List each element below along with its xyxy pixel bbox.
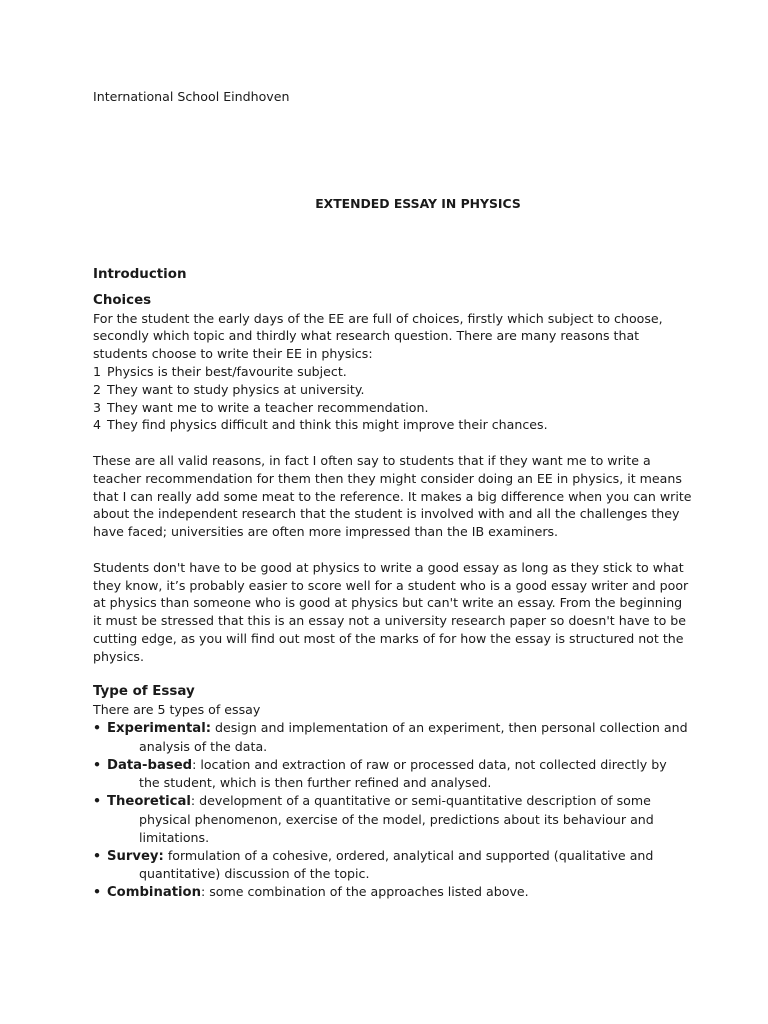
type-desc-cont: the student, which is then further refined and analysed. <box>139 775 492 791</box>
type-desc-cont: quantitative) discussion of the topic. <box>139 866 370 882</box>
introduction-heading: Introduction <box>93 267 187 282</box>
document-body <box>93 266 693 902</box>
type-term: Combination <box>107 885 201 901</box>
bullet-icon: • <box>93 847 102 863</box>
bullet-icon: • <box>93 793 102 809</box>
valid-reasons-paragraph: These are all valid reasons, in fact I often say to students that if they want me to write a teacher recommendation for them then they might consider doing an EE in physics, it means that I can really add some meat to the reference. It makes a big difference when you can write about the independent research that the student is involved with and all the challenges they have faced; universities are often more impressed than the IB examiners. <box>93 452 692 540</box>
list-item <box>93 883 693 902</box>
choices-heading: Choices <box>93 292 152 308</box>
type-term: Theoretical <box>107 794 191 810</box>
type-desc: design and implementation of an experiment, then personal collection and <box>211 719 688 735</box>
type-desc: : some combination of the approaches listed above. <box>201 884 529 900</box>
list-text: Physics is their best/favourite subject. <box>107 363 347 379</box>
type-desc: : development of a quantitative or semi-quantitative description of some <box>190 793 651 809</box>
type-term: Data-based <box>107 757 193 773</box>
list-item <box>93 756 693 793</box>
type-term: Survey: <box>107 848 164 864</box>
choices-paragraph: For the student the early days of the EE are full of choices, firstly which subject to choose, secondly which topic and thirdly what research question. There are many reasons that students choose to write their EE in physics: <box>93 310 663 362</box>
list-item <box>93 381 693 399</box>
list-item <box>93 847 693 884</box>
school-name: International School Eindhoven <box>93 89 290 104</box>
essay-types-list <box>93 719 693 902</box>
essay-skill-paragraph: Students don't have to be good at physics to write a good essay as long as they stick to what they know, it’s probably easier to score well for a student who is a good essay writer and poor at physics than someone who is good at physics but can't write an essay. From the beginning it must be stressed that this is an essay not a university research paper so doesn't have to be cutting edge, as you will find out most of the marks of for how the essay is structured not the physics. <box>93 559 689 664</box>
list-text: They want to study physics at university. <box>107 381 365 397</box>
list-item <box>93 719 693 756</box>
type-desc-cont: physical phenomenon, exercise of the model, predictions about its behaviour and limitations. <box>139 811 654 845</box>
list-item <box>93 792 693 846</box>
list-number: 1 <box>93 363 102 379</box>
reasons-list <box>93 363 693 434</box>
type-desc: : location and extraction of raw or processed data, not collected directly by <box>192 756 667 772</box>
type-of-essay-heading: Type of Essay <box>93 684 195 700</box>
type-term: Experimental: <box>107 720 211 736</box>
list-number: 3 <box>93 399 102 415</box>
essay-title: EXTENDED ESSAY IN PHYSICS <box>315 196 521 211</box>
list-number: 4 <box>93 417 102 433</box>
list-number: 2 <box>93 381 102 397</box>
types-lead: There are 5 types of essay <box>93 702 261 718</box>
list-item <box>93 416 693 434</box>
type-desc: formulation of a cohesive, ordered, analytical and supported (qualitative and <box>163 847 654 863</box>
bullet-icon: • <box>93 719 102 735</box>
bullet-icon: • <box>93 756 102 772</box>
type-desc-cont: analysis of the data. <box>139 738 268 754</box>
list-item <box>93 363 693 381</box>
list-text: They find physics difficult and think this might improve their chances. <box>107 417 548 433</box>
list-item <box>93 399 693 417</box>
bullet-icon: • <box>93 884 102 900</box>
list-text: They want me to write a teacher recommendation. <box>107 399 429 415</box>
